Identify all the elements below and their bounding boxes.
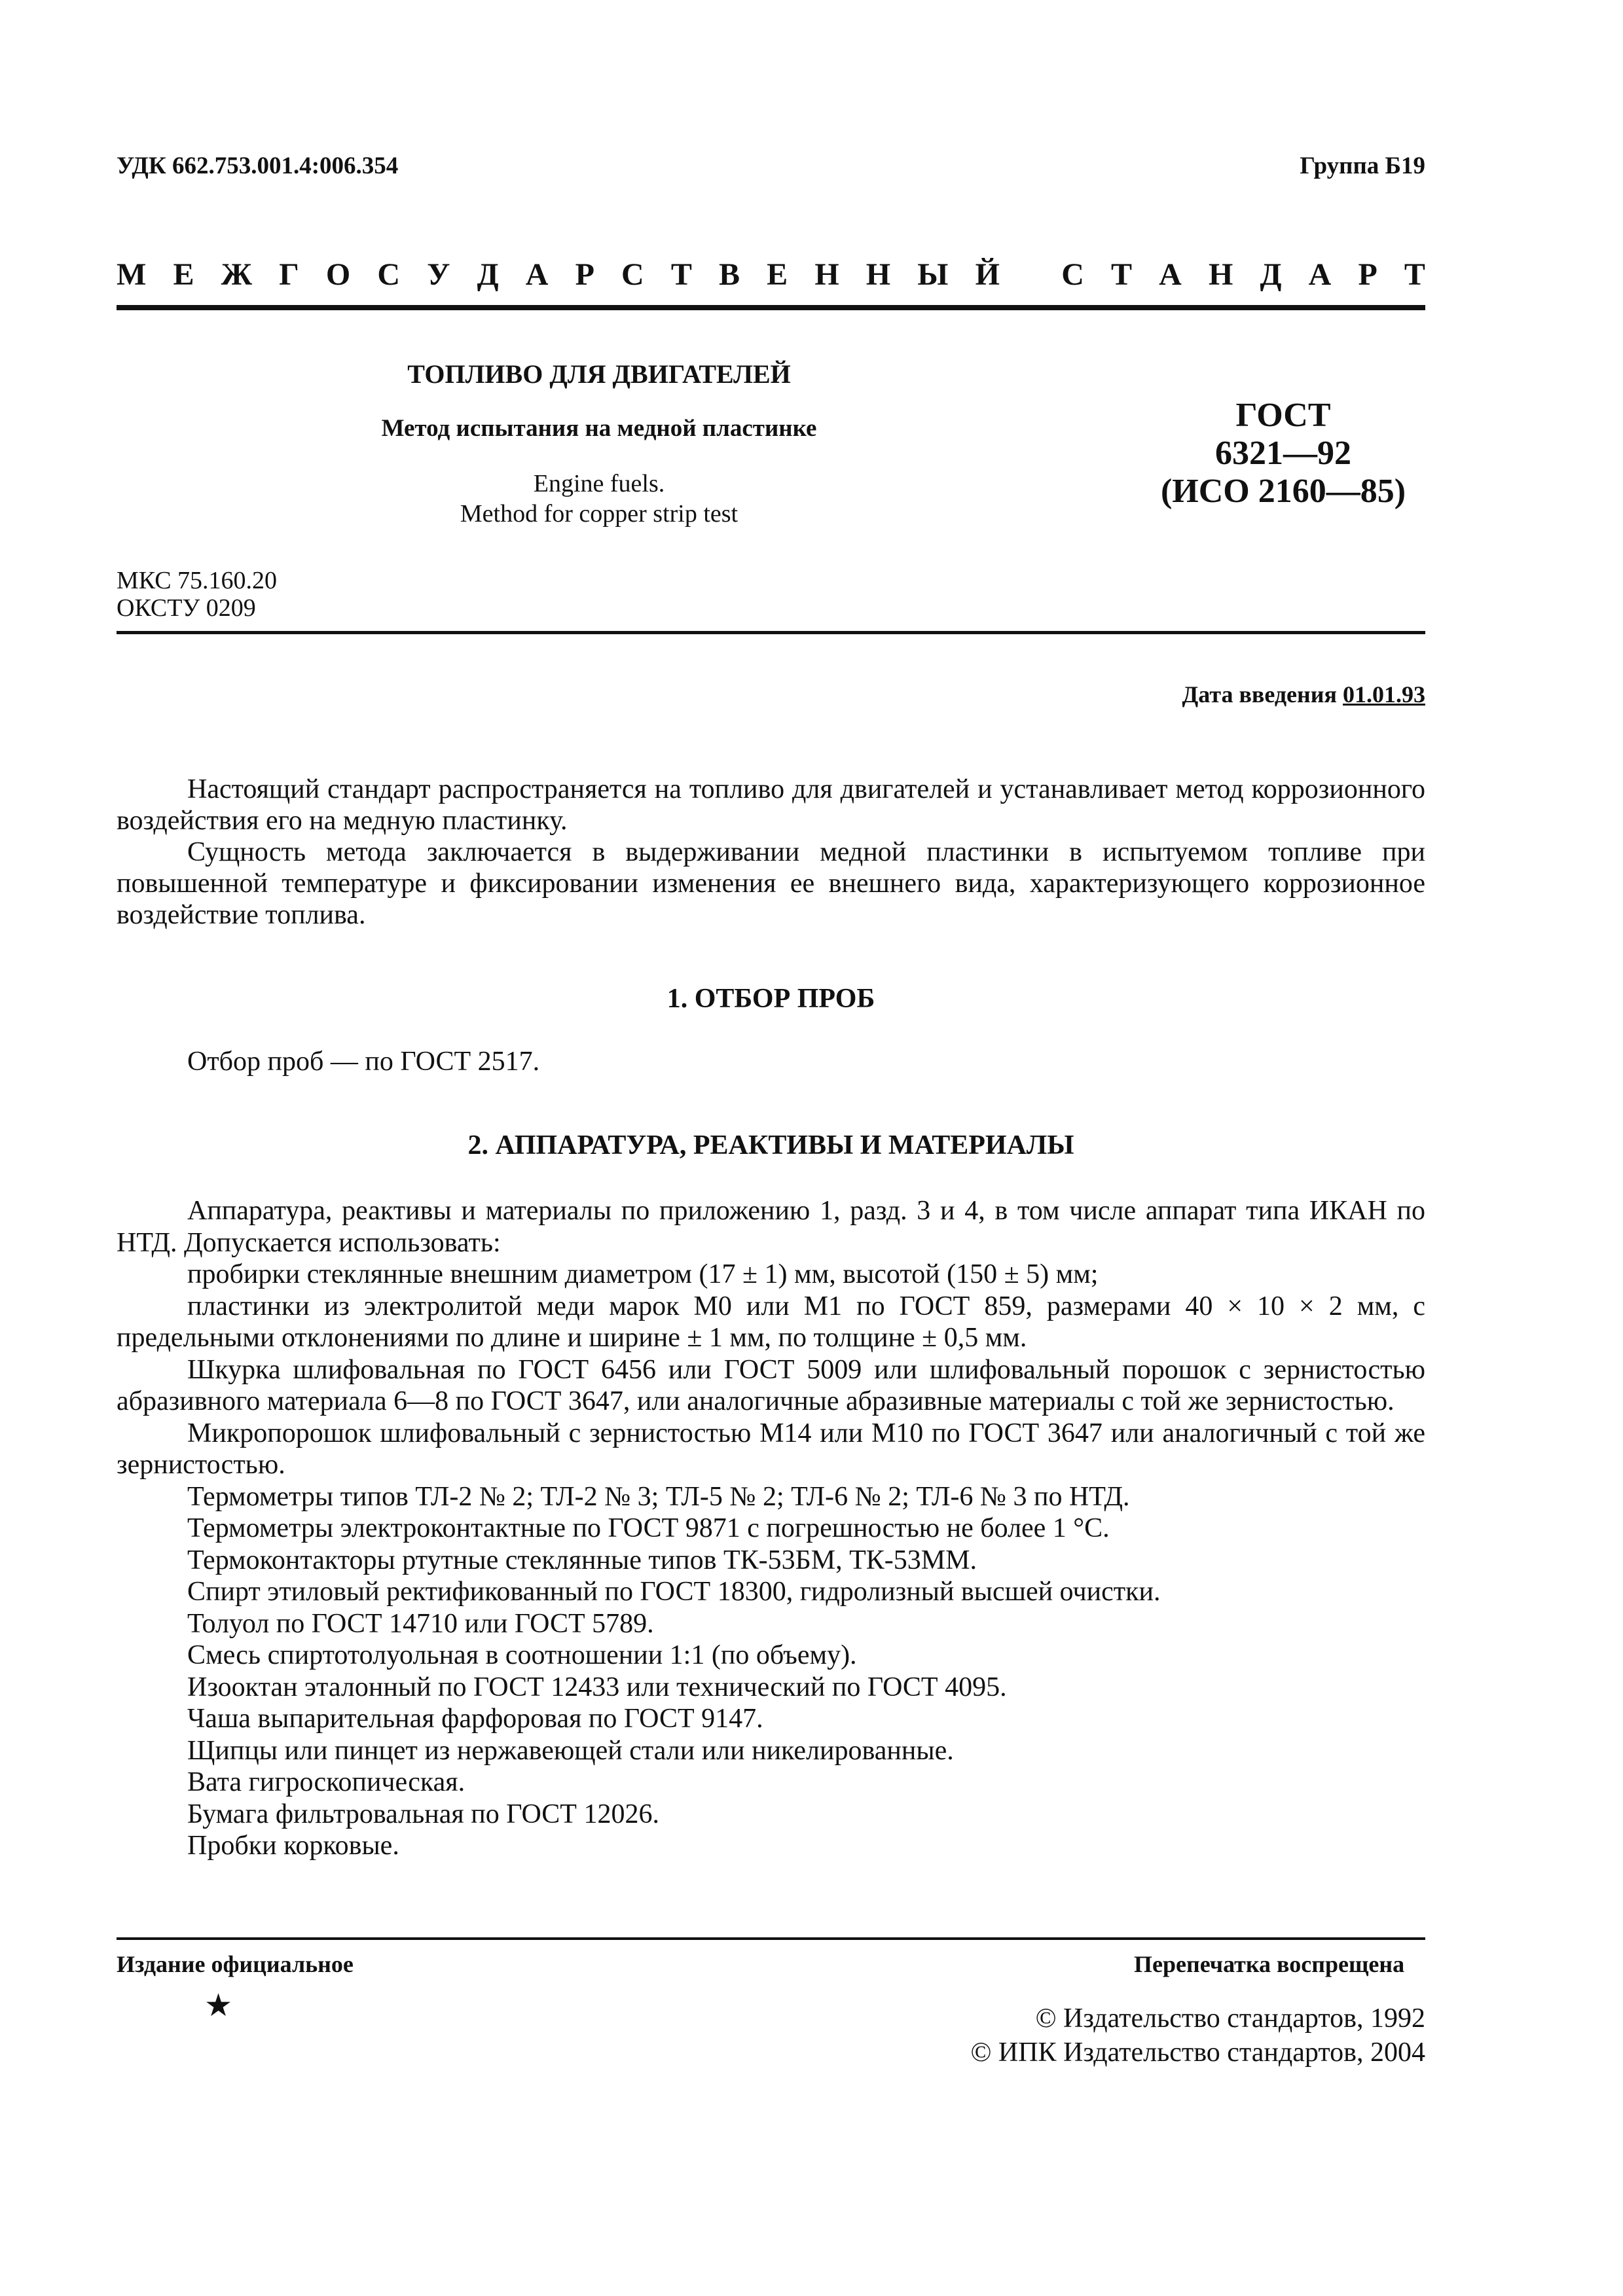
- introduction-date: [1182, 681, 1426, 708]
- heading-letter: Т: [1111, 257, 1133, 292]
- heading-letter: Ы: [917, 257, 949, 292]
- gost-designation: [1087, 397, 1480, 511]
- heading-letter: Й: [975, 257, 1000, 292]
- star-icon: ★: [204, 1988, 233, 2023]
- section-2-heading: 2. АППАРАТУРА, РЕАКТИВЫ И МАТЕРИАЛЫ: [467, 1130, 1074, 1160]
- copyright-block: [970, 2001, 1425, 2070]
- list-item: Толуол по ГОСТ 14710 или ГОСТ 5789.: [187, 1608, 654, 1639]
- udk-code: УДК 662.753.001.4:006.354: [117, 152, 399, 179]
- section-1-text: [117, 1046, 1425, 1077]
- title-block: [268, 359, 930, 529]
- copyright-line: © ИПК Издательство стандартов, 2004: [970, 2037, 1425, 2068]
- list-item: пробирки стеклянные внешним диаметром (17 ± 1) мм, высотой (150 ± 5) мм;: [187, 1259, 1099, 1289]
- list-item: Щипцы или пинцет из нержавеющей стали или никелированные.: [187, 1735, 954, 1766]
- list-item: Пробки корковые.: [187, 1831, 399, 1861]
- mks-code: МКС 75.160.20: [117, 567, 278, 594]
- heading-letter: Е: [173, 257, 194, 292]
- list-item: Аппаратура, реактивы и материалы по приложению 1, разд. 3 и 4, в том числе аппарат типа ИКАН по НТД. Допускается использовать:: [117, 1196, 1425, 1258]
- heading-letter: С: [377, 257, 401, 292]
- gost-label: ГОСТ: [1235, 397, 1331, 434]
- footer-rule: [117, 1937, 1425, 1940]
- list-item: Термометры электроконтактные по ГОСТ 9871 с погрешностью не более 1 °С.: [187, 1513, 1110, 1543]
- section-1-heading: 1. ОТБОР ПРОБ: [666, 984, 875, 1014]
- heading-letter: О: [325, 257, 351, 292]
- section-2-list: [117, 1195, 1425, 1862]
- heading-word-gap: [1027, 257, 1034, 293]
- heading-letter: Н: [814, 257, 839, 292]
- heading-letter: М: [117, 257, 147, 292]
- heading-letter: Г: [279, 257, 299, 292]
- heading-letter: А: [1308, 257, 1332, 292]
- list-item: Спирт этиловый ректификованный по ГОСТ 18300, гидролизный высшей очистки.: [187, 1577, 1161, 1607]
- heading-letter: А: [1159, 257, 1182, 292]
- reprint-prohibited-label: Перепечатка воспрещена: [1134, 1951, 1405, 1977]
- classification-codes: [117, 567, 277, 622]
- intro-text: [117, 774, 1425, 931]
- english-title-line2: Method for copper strip test: [460, 500, 739, 528]
- iso-equivalent: (ИСО 2160—85): [1160, 473, 1406, 510]
- heading-letter: С: [1061, 257, 1084, 292]
- heading-letter: Т: [1404, 257, 1425, 292]
- list-item: Изооктан эталонный по ГОСТ 12433 или технический по ГОСТ 4095.: [187, 1672, 1007, 1702]
- heading-letter: А: [525, 257, 549, 292]
- heading-letter: Е: [767, 257, 788, 292]
- heading-letter: Р: [575, 257, 594, 292]
- group-code: Группа Б19: [1300, 152, 1425, 179]
- interstate-standard-heading: [117, 257, 1425, 293]
- heading-letter: Д: [1260, 257, 1282, 292]
- heading-letter: С: [621, 257, 644, 292]
- title-bottom-rule: [117, 631, 1425, 634]
- list-item: Бумага фильтровальная по ГОСТ 12026.: [187, 1799, 659, 1829]
- official-edition-label: Издание официальное: [117, 1951, 354, 1977]
- heading-letter: Т: [670, 257, 692, 292]
- copyright-line: © Издательство стандартов, 1992: [1035, 2003, 1425, 2034]
- heading-letter: Н: [866, 257, 891, 292]
- heading-letter: В: [719, 257, 740, 292]
- header-thick-rule: [117, 305, 1425, 310]
- heading-letter: У: [427, 257, 450, 292]
- okstu-code: ОКСТУ 0209: [117, 594, 256, 622]
- list-item: Микропорошок шлифовальный с зернистостью М14 или М10 по ГОСТ 3647 или аналогичный с той же зернистостью.: [117, 1418, 1425, 1480]
- intro-paragraph: Настоящий стандарт распространяется на топливо для двигателей и устанавливает метод коррозионного воздействия его на медную пластинку.: [117, 774, 1425, 836]
- list-item: Шкурка шлифовальная по ГОСТ 6456 или ГОСТ 5009 или шлифовальный порошок с зернистостью абразивного материала 6—8 по ГОСТ 3647, или аналогичные абразивные материалы с той же зернистостью.: [117, 1354, 1425, 1416]
- list-item: пластинки из электролитой меди марок М0 или М1 по ГОСТ 859, размерами 40 × 10 × 2 мм, с предельными отклонениями по длине и ширине ± 1 мм, по толщине ± 0,5 мм.: [117, 1291, 1425, 1353]
- date-label: Дата введения: [1182, 681, 1337, 708]
- section-1-paragraph: Отбор проб — по ГОСТ 2517.: [187, 1047, 540, 1077]
- document-title: ТОПЛИВО ДЛЯ ДВИГАТЕЛЕЙ: [407, 359, 791, 389]
- list-item: Термометры типов ТЛ-2 № 2; ТЛ-2 № 3; ТЛ-5 № 2; ТЛ-6 № 2; ТЛ-6 № 3 по НТД.: [187, 1481, 1130, 1512]
- list-item: Вата гигроскопическая.: [187, 1767, 465, 1797]
- gost-number: 6321—92: [1215, 435, 1351, 472]
- list-item: Термоконтакторы ртутные стеклянные типов ТК-53БМ, ТК-53ММ.: [187, 1545, 977, 1575]
- heading-letter: Р: [1358, 257, 1377, 292]
- list-item: Смесь спиртотолуольная в соотношении 1:1 (по объему).: [187, 1640, 857, 1670]
- heading-letter: Н: [1208, 257, 1233, 292]
- heading-letter: Д: [477, 257, 499, 292]
- list-item: Чаша выпарительная фарфоровая по ГОСТ 9147.: [187, 1704, 763, 1734]
- intro-paragraph: Сущность метода заключается в выдерживании медной пластинки в испытуемом топливе при повышенной температуре и фиксировании изменения ее внешнего вида, характеризующего коррозионное воздействие топлива.: [117, 837, 1425, 930]
- date-value: 01.01.93: [1343, 681, 1425, 708]
- english-title-line1: Engine fuels.: [533, 470, 665, 497]
- heading-letter: Ж: [221, 257, 253, 292]
- document-subtitle: Метод испытания на медной пластинке: [381, 415, 817, 442]
